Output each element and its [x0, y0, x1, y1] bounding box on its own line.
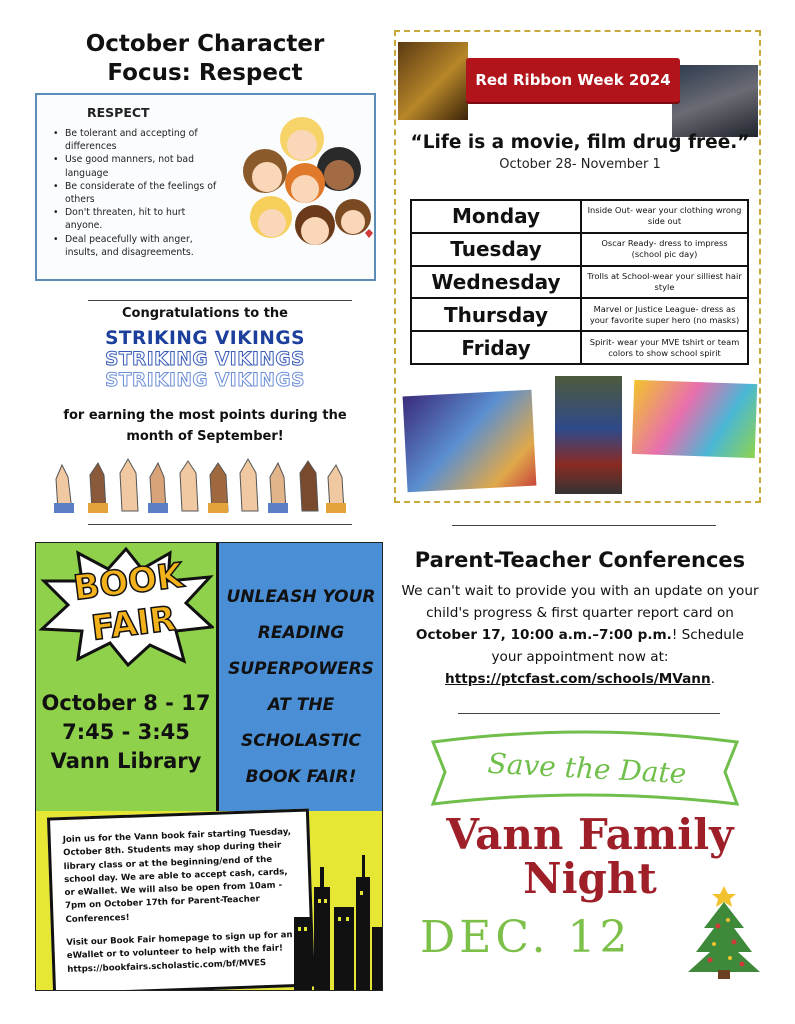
- schedule-theme: Trolls at School-wear your silliest hair style: [581, 266, 748, 299]
- ptc-title: Parent-Teacher Conferences: [414, 548, 746, 572]
- avengers-movie-image: [555, 376, 622, 494]
- divider: [452, 525, 716, 526]
- family-night-date: DEC. 12: [420, 912, 632, 963]
- team-name-echo: STRIKING VIKINGS: [105, 349, 305, 370]
- family-night-title-line2: Night: [523, 854, 657, 903]
- trolls-movie-image: [632, 380, 758, 458]
- schedule-day: Wednesday: [411, 266, 581, 299]
- book-fair-info-box: [47, 808, 315, 991]
- book-fair-hours: 7:45 - 3:45: [62, 720, 190, 744]
- striking-vikings-wordart: [40, 328, 370, 391]
- respect-item: • Use good manners, not bad language: [53, 153, 223, 179]
- team-name-echo: STRIKING VIKINGS: [105, 370, 305, 391]
- inside-out-movie-image: [403, 390, 537, 493]
- respect-item: • Be considerate of the feelings of others: [53, 180, 223, 206]
- book-fair-dates: [36, 689, 216, 776]
- children-faces-illustration: [227, 105, 377, 265]
- ptc-text-part: We can't wait to provide you with an update on your child's progress & first quarter report card on: [401, 583, 759, 621]
- oscar-statue-image: [398, 42, 468, 120]
- schedule-row: [411, 233, 748, 266]
- ptc-signup-link[interactable]: https://ptcfast.com/schools/MVann: [445, 671, 711, 687]
- respect-item: • Be tolerant and accepting of differences: [53, 127, 223, 153]
- respect-card: [35, 93, 376, 281]
- schedule-day: Friday: [411, 331, 581, 364]
- schedule-day: Thursday: [411, 298, 581, 331]
- city-skyline-illustration: [290, 847, 383, 991]
- superheroes-image: [672, 65, 758, 137]
- book-fair-info-link-text: Visit our Book Fair homepage to sign up for an eWallet or to volunteer to help with the fair! https://bookfairs.scholastic.com/bf/MVES: [66, 930, 293, 975]
- ptc-text-part: ! Schedule your appointment now at:: [491, 627, 745, 665]
- book-fair-slogan: UNLEASH YOUR READING SUPERPOWERS AT THE SCHOLASTIC BOOK FAIR!: [226, 587, 376, 787]
- ptc-text-part: .: [710, 671, 715, 687]
- red-ribbon-quote: “Life is a movie, film drug free.”: [410, 132, 750, 153]
- schedule-day: Tuesday: [411, 233, 581, 266]
- divider: [88, 524, 352, 525]
- christmas-tree-icon: [684, 880, 764, 980]
- clapping-hands-illustration: [50, 453, 350, 513]
- red-ribbon-banner: Red Ribbon Week 2024: [466, 58, 680, 102]
- divider: [458, 713, 720, 714]
- book-fair-info-text: Join us for the Vann book fair starting Tuesday, October 8th. Students may shop during their library class or at the beginning/end of the school day. We are able to accept cash, cards, or eWallet. We will also be open from 10am - 7pm on October 17th for Parent-Teacher Conferences!: [62, 827, 292, 925]
- congrats-text: for earning the most points during the month of September!: [63, 408, 347, 444]
- schedule-theme: Marvel or Justice League- dress as your favorite super hero (no masks): [581, 298, 748, 331]
- schedule-row: [411, 331, 748, 364]
- family-night-title: Vann Family: [446, 810, 734, 859]
- book-fair-flyer: [35, 542, 383, 991]
- schedule-row: [411, 200, 748, 233]
- save-the-date-text: Save the Date: [486, 746, 688, 791]
- divider: [88, 300, 352, 301]
- character-focus-title: October Character Focus: Respect: [85, 31, 325, 86]
- schedule-day: Monday: [411, 200, 581, 233]
- schedule-row: [411, 298, 748, 331]
- ptc-date: October 17, 10:00 a.m.–7:00 p.m.: [415, 627, 672, 643]
- team-name: STRIKING VIKINGS: [105, 328, 305, 349]
- red-ribbon-dates: October 28- November 1: [499, 157, 661, 172]
- respect-list: [53, 127, 223, 259]
- book-fair-date-range: October 8 - 17: [41, 691, 211, 715]
- schedule-theme: Spirit- wear your MVE tshirt or team colors to show school spirit: [581, 331, 748, 364]
- spirit-week-schedule: [410, 199, 749, 365]
- schedule-theme: Oscar Ready- dress to impress (school pic day): [581, 233, 748, 266]
- ptc-description: [400, 580, 760, 690]
- schedule-row: [411, 266, 748, 299]
- respect-item: • Don't threaten, hit to hurt anyone.: [53, 206, 223, 232]
- schedule-theme: Inside Out- wear your clothing wrong side out: [581, 200, 748, 233]
- respect-item: • Deal peacefully with anger, insults, and disagreements.: [53, 233, 223, 259]
- book-fair-location: Vann Library: [50, 749, 202, 773]
- congrats-heading: Congratulations to the: [122, 306, 288, 321]
- book-fair-title: BOOK FAIR: [71, 555, 186, 649]
- respect-heading: RESPECT: [87, 105, 150, 120]
